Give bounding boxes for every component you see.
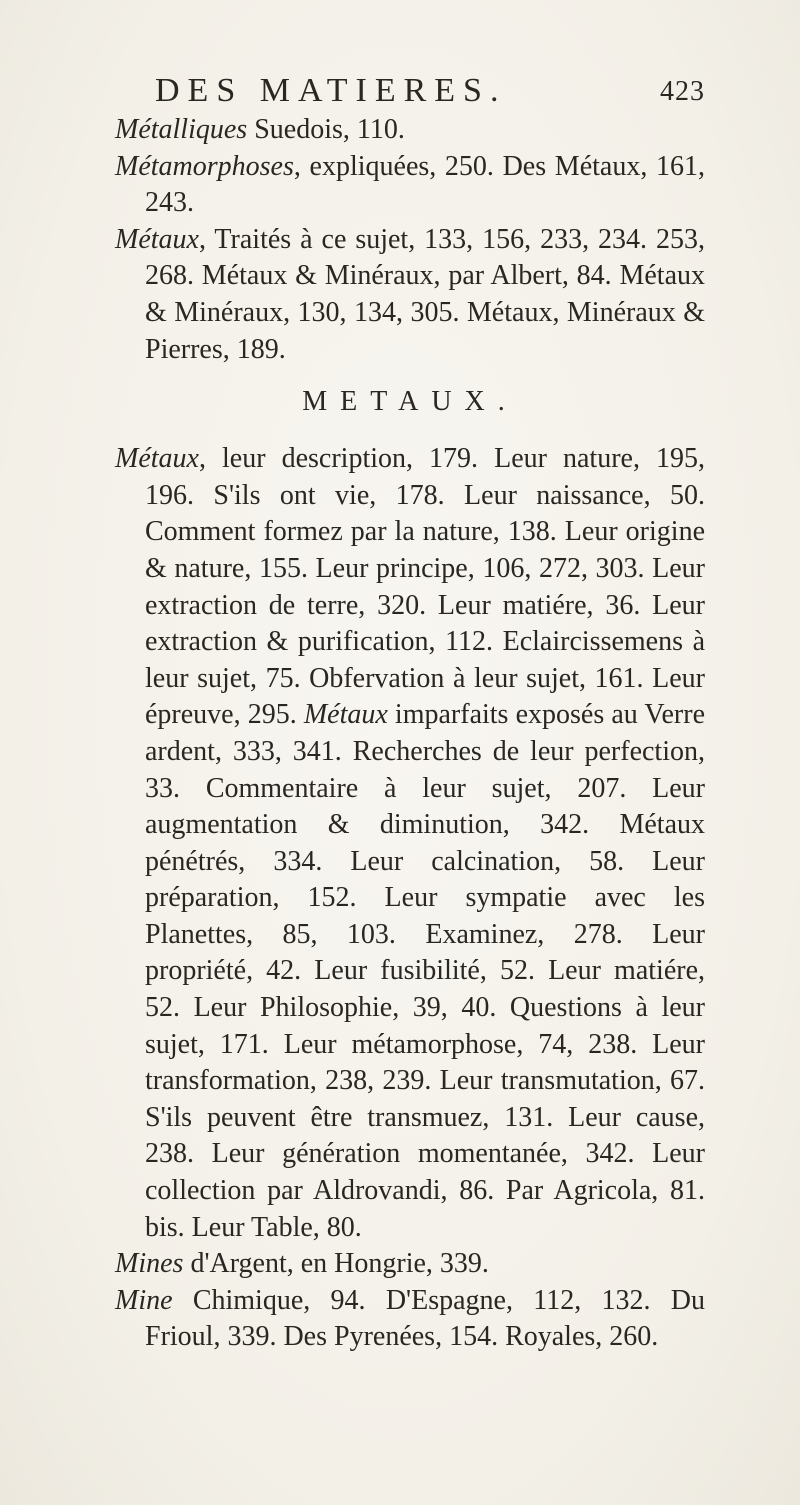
running-head xyxy=(140,72,705,112)
entry-text: Chimique, 94. D'Espagne, 112, 132. Du Frioul, 339. Des Pyrenées, 154. Royales, 260. xyxy=(145,1284,705,1353)
entry-keyword: Mine xyxy=(115,1284,173,1316)
running-title: DES MATIERES. xyxy=(155,72,507,109)
index-entry-metaux-description xyxy=(115,441,705,1246)
index-entry-mine xyxy=(115,1283,705,1356)
entry-text-continued: imparfaits exposés au Verre ardent, 333, 341. Recherches de leur perfection, 33. Commentaire à leur sujet, 207. Leur augmentation & diminution, 342. Métaux pénétrés, 334. Leur calcination, 58. Leur préparation, 152. Leur sympatie avec les Planettes, 85, 103. Examinez, 278. Leur propriété, 42. Leur fusibilité, 52. Leur matiére, 52. Leur Philosophie, 39, 40. Questions à leur sujet, 171. Leur métamorphose, 74, 238. Leur transformation, 238, 239. Leur transmutation, 67. S'ils peuvent être transmuez, 131. Leur cause, 238. Leur génération momentanée, 342. Leur collection par Aldrovandi, 86. Par Agricola, 81. bis. Leur Table, 80. xyxy=(145,699,705,1243)
entry-text: d'Argent, en Hongrie, 339. xyxy=(183,1248,489,1280)
entry-text: , Traités à ce sujet, 133, 156, 233, 234. 253, 268. Métaux & Minéraux, par Albert, 84. Métaux & Minéraux, 130, 134, 305. Métaux, Minéraux & Pierres, 189. xyxy=(145,223,705,365)
entry-keyword: Métaux xyxy=(115,443,199,475)
entry-text: , expliquées, 250. Des Métaux, 161, 243. xyxy=(145,150,705,219)
entry-text: , leur description, 179. Leur nature, 195, 196. S'ils ont vie, 178. Leur naissance, 50. Comment formez par la nature, 138. Leur origine & nature, 155. Leur principe, 106, 272, 303. Leur extraction de terre, 320. Leur matiére, 36. Leur extraction & purification, 112. Eclaircissemens à leur sujet, 75. Obfervation à leur sujet, 161. Leur épreuve, 295. xyxy=(145,443,705,731)
index-entry-mines xyxy=(115,1246,705,1283)
page-number: 423 xyxy=(660,76,705,107)
index-entry-metalliques xyxy=(115,112,705,149)
entry-keyword-inline: Métaux xyxy=(303,699,388,731)
entry-text: Suedois, 110. xyxy=(247,114,405,145)
index-entry-metaux-traites xyxy=(115,222,705,368)
index-content xyxy=(115,112,705,1356)
entry-keyword: Métaux xyxy=(115,223,199,255)
entry-keyword: Mines xyxy=(115,1248,184,1280)
section-heading: METAUX. xyxy=(302,386,518,418)
entry-keyword: Métalliques xyxy=(115,114,248,145)
index-entry-metamorphoses xyxy=(115,149,705,222)
entry-keyword: Métamorphoses xyxy=(115,150,294,182)
